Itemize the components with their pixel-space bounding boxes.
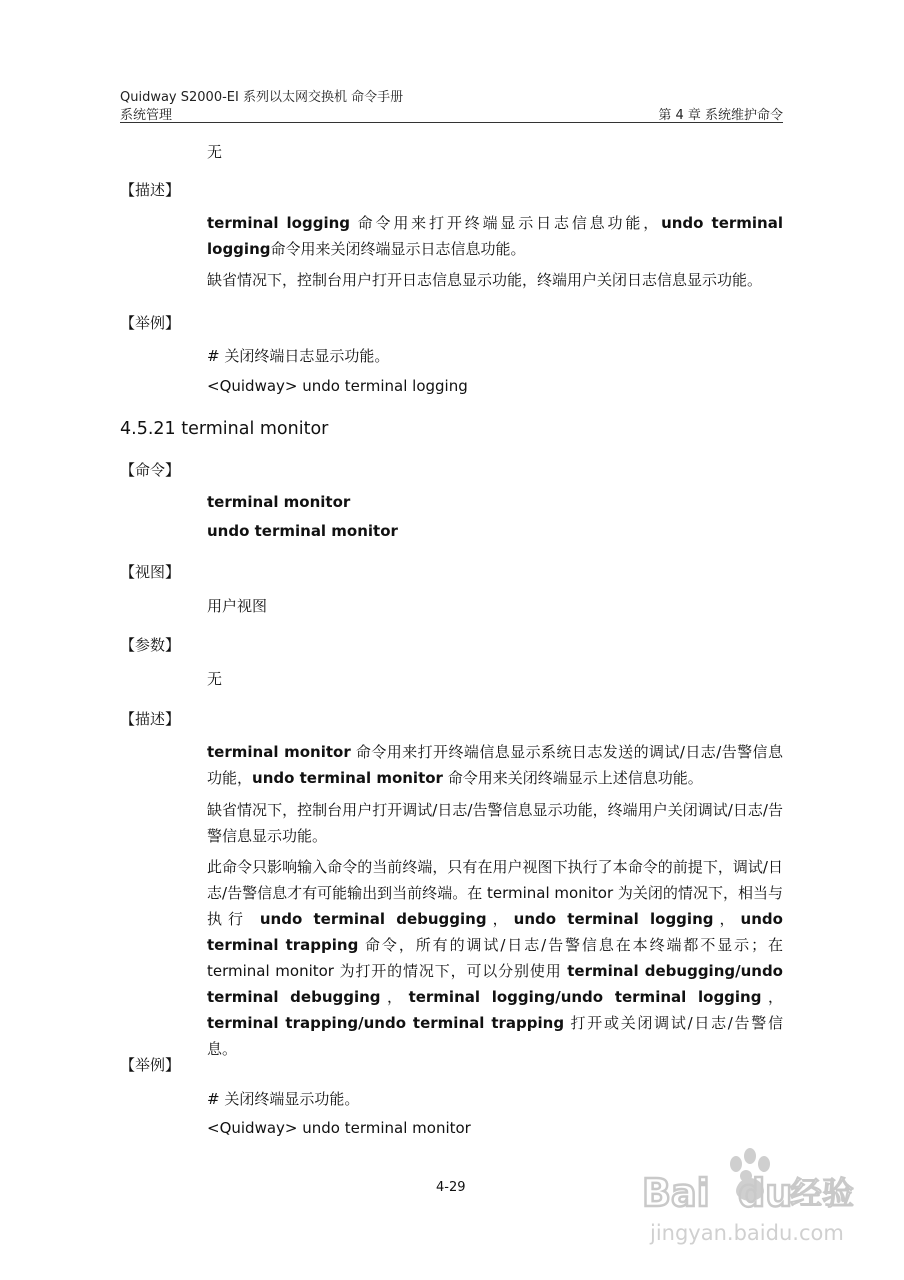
watermark-url: jingyan.baidu.com [650, 1221, 844, 1245]
view-tag: 【视图】 [120, 563, 181, 581]
example-comment: # 关闭终端显示功能。 [207, 1090, 360, 1108]
header-title: Quidway S2000-EI 系列以太网交换机 命令手册 [120, 90, 404, 105]
desc-paragraph-3: 此命令只影响输入命令的当前终端，只有在用户视图下执行了本命令的前提下，调试/日志/告警信息才有可能输出到当前终端。在 terminal monitor 为关闭的情况下，相当与执行 undo terminal debugging，undo terminal logging，undo terminal trapping 命令，所有的调试/日志/告警信息在本终端都不显示；在 terminal monitor 为打开的情况下，可以分别使用 terminal debugging/undo terminal debugging，terminal logging/undo terminal logging，terminal trapping/undo terminal trapping 打开或关闭调试/日志/告警信息。 [207, 858, 783, 1058]
prev-example-comment: # 关闭终端日志显示功能。 [207, 347, 390, 365]
watermark-brand: Bai [642, 1171, 710, 1215]
header-section: 系统管理 [120, 108, 173, 123]
section-heading: 4.5.21 terminal monitor [120, 419, 329, 439]
cmd-terminal-logging: terminal logging [207, 214, 351, 232]
prev-example-tag: 【举例】 [120, 314, 181, 332]
watermark-svg [640, 1140, 870, 1260]
prev-desc-text-end: 命令用来关闭终端显示日志信息功能。 [270, 240, 526, 258]
desc-paragraph-1: terminal monitor 命令用来打开终端信息显示系统日志发送的调试/日志/告警信息功能，undo terminal monitor 命令用来关闭终端显示上述信息功能。 [207, 743, 783, 787]
param-value: 无 [207, 670, 223, 688]
desc-tag: 【描述】 [120, 710, 181, 728]
view-value: 用户视图 [207, 597, 268, 615]
cmd-tag: 【命令】 [120, 461, 181, 479]
prev-example-cmd: <Quidway> undo terminal logging [207, 377, 468, 395]
page-number: 4-29 [436, 1180, 466, 1195]
header-rule [120, 122, 783, 123]
prev-param-value: 无 [207, 143, 223, 161]
watermark-brand2: du [738, 1171, 793, 1215]
header-chapter: 第 4 章 系统维护命令 [658, 108, 783, 123]
prev-desc-tag: 【描述】 [120, 181, 181, 199]
prev-desc-paragraph [207, 210, 783, 262]
prev-desc-default: 缺省情况下，控制台用户打开日志信息显示功能，终端用户关闭日志信息显示功能。 [207, 271, 763, 289]
watermark-suffix: 经验 [790, 1174, 855, 1212]
desc-paragraph-2: 缺省情况下，控制台用户打开调试/日志/告警信息显示功能，终端用户关闭调试/日志/告警信息显示功能。 [207, 801, 783, 845]
example-tag: 【举例】 [120, 1056, 181, 1074]
cmd-undo-terminal-logging: undo terminal logging [207, 214, 784, 258]
cmd-undo-terminal-monitor: undo terminal monitor [207, 522, 398, 540]
baidu-watermark [640, 1140, 870, 1260]
example-cmd: <Quidway> undo terminal monitor [207, 1119, 471, 1137]
param-tag: 【参数】 [120, 636, 181, 654]
cmd-terminal-monitor: terminal monitor [207, 493, 351, 511]
prev-desc-text: 命令用来打开终端显示日志信息功能， [350, 214, 662, 232]
